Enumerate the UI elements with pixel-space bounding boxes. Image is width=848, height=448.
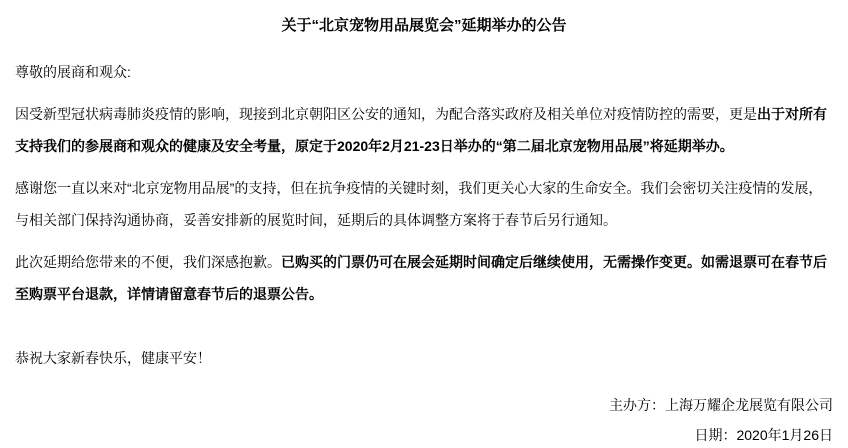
paragraph-reason-regular-run: 因受新型冠状病毒肺炎疫情的影响，现接到北京朝阳区公安的通知，为配合落实政府及相关单位对疫情防控的需要，更是 bbox=[15, 106, 757, 122]
announcement-title: 关于“北京宠物用品展览会”延期举办的公告 bbox=[281, 17, 567, 34]
paragraph-apology-regular-run: 此次延期给您带来的不便，我们深感抱歉。 bbox=[15, 254, 281, 270]
salutation: 尊敬的展商和观众: bbox=[15, 64, 131, 80]
paragraph-reason-bold-run: 出于对所有支持我们的参展商和观众的健康及安全考量，原定于2020年2月21-23日举办的“第二届北京宠物用品展”将延期举办。 bbox=[15, 106, 827, 154]
paragraph-thanks bbox=[15, 172, 833, 236]
signature-block bbox=[15, 390, 833, 448]
date-line: 日期：2020年1月26日 bbox=[694, 427, 833, 443]
closing-wishes: 恭祝大家新春快乐，健康平安！ bbox=[15, 350, 211, 366]
paragraph-refund-bold-run: 已购买的门票仍可在展会延期时间确定后继续使用，无需操作变更。如需退票可在春节后至购票平台退款，详情请留意春节后的退票公告。 bbox=[15, 254, 827, 302]
organizer-line: 主办方：上海万耀企龙展览有限公司 bbox=[609, 397, 833, 413]
paragraph-thanks-run: 感谢您一直以来对“北京宠物用品展”的支持，但在抗争疫情的关键时刻，我们更关心大家的生命安全。我们会密切关注疫情的发展，与相关部门保持沟通协商，妥善安排新的展览时间，延期后的具体调整方案将于春节后另行通知。 bbox=[15, 180, 823, 228]
paragraph-apology-refund bbox=[15, 246, 833, 310]
paragraph-reason bbox=[15, 98, 833, 162]
